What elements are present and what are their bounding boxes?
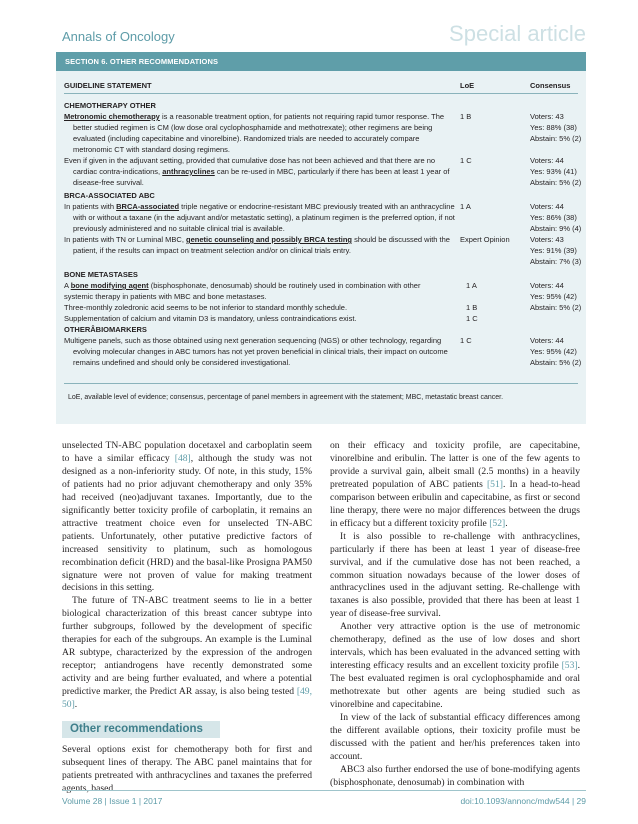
table-body (64, 98, 582, 368)
paragraph (62, 440, 312, 595)
col-header-loe: LoE (460, 81, 475, 90)
paragraph: In view of the lack of substantial efficacy differences among the different available options, their toxicity profile must be discussed with the patient and her/his preferences taken into account. (330, 712, 580, 762)
consensus-cell (530, 201, 590, 234)
citation-link[interactable]: [51] (486, 478, 503, 490)
consensus-abstain: Abstain: 5% (2) (530, 303, 582, 312)
group-heading: BRCA-ASSOCIATED ABC (64, 191, 155, 200)
citation-link[interactable]: [48] (174, 452, 191, 464)
recommendations-table (56, 52, 586, 424)
paragraph (330, 621, 580, 712)
keyword: BRCA-associated (116, 202, 180, 211)
statement (64, 201, 455, 234)
keyword: anthracyclines (162, 167, 215, 176)
paragraph: It is also possible to re-challenge with anthracyclines, particularly if there has been at least 1 year of disease-free survival, and if the cumulative dose has not been reached, a common situation nowadays because of the lower doses of anthracyclines used in the adjuvant setting. Re-challenge with taxanes is also possible, provided that there has been at least 1 year of disease-free survival. (330, 530, 580, 620)
statement-text: triple negative or endocrine-resistant MBC previously treated with an anthracycline with or without a taxane (in the adjuvant and/or metastatic setting), a platinum regimen is the preferred option, if not previously administered and no suitable clinical trial is available. (73, 202, 455, 233)
statement (64, 155, 455, 188)
table-footnote: LoE, available level of evidence; consensus, percentage of panel members in agreement with the statement; MBC, metastatic breast cancer. (64, 383, 578, 401)
group-heading: BONE METASTASES (64, 270, 138, 279)
consensus-voters: Voters: 44 (530, 156, 564, 165)
table-title: SECTION 6. OTHER RECOMMENDATIONS (56, 52, 586, 71)
table-row (64, 234, 582, 267)
loe-cell: 1 B (460, 112, 472, 121)
consensus-yes: Yes: 93% (41) (530, 167, 577, 176)
group-heading: CHEMOTHERAPY OTHER (64, 101, 156, 110)
table-header (64, 79, 578, 94)
citation-link[interactable]: [49, 50] (62, 686, 312, 711)
loe-cell: 1 B (466, 303, 478, 312)
paragraph-text: . (74, 699, 78, 711)
table-row (64, 335, 582, 368)
statement-text: In patients with (64, 202, 117, 211)
table-row (64, 155, 582, 188)
table-row (64, 201, 582, 234)
consensus-cell (530, 335, 590, 368)
paragraph-text: unselected TN-ABC population docetaxel and carboplatin seem to have a similar efficacy (62, 440, 312, 464)
section-heading: Other recommendations (62, 721, 220, 738)
statement-text: should be discussed with the patient, if the results can impact on treatment selection and/or on clinical trials entry. (73, 235, 450, 255)
keyword: genetic counseling and possibly BRCA testing (186, 235, 352, 244)
statement-text: can be re-used in MBC, particularly if there has been at least 1 year of disease-free survival. (73, 167, 450, 187)
statement-text: (bisphosphonate, denosumab) should be routinely used in combination with other systemic therapy in patients with MBC and bone metastases. (64, 281, 421, 301)
statement: Supplementation of calcium and vitamin D3 is mandatory, unless contraindications exist. (64, 314, 357, 323)
statement-text: is a reasonable treatment option, for patients not requiring rapid tumor response. The better studied regimen is CM (low dose oral cyclophosphamide and methotrexate); other regimens are being evaluated (including capecitabine and vinorelbine). Randomized trials are needed to accurately compare metronomic CT with standard dosing regimens. (73, 112, 445, 154)
citation-link[interactable]: [53] (561, 660, 578, 672)
consensus-yes: Yes: 88% (38) (530, 123, 577, 132)
consensus-yes: Yes: 91% (39) (530, 246, 577, 255)
consensus-abstain: Abstain: 9% (4) (530, 224, 582, 233)
consensus-voters: Voters: 44 (530, 202, 564, 211)
consensus-yes: Yes: 95% (42) (530, 292, 577, 301)
group-heading: OTHERÂBIOMARKERS (64, 325, 147, 334)
loe-cell: 1 A (466, 281, 477, 290)
statement (64, 234, 455, 256)
table-row (64, 313, 578, 324)
paragraph-text: , although the study was not designed as a non-inferiority study. Of note, in this study, 15% of patients had no prior adjuvant chemotherapy and only 35% had received (neo)adjuvant taxanes. Importantly, due to the significantly better toxicity profile of carboplatin, it remains an attractive treatment choice even for unselected TN-ABC patients. Unfortunately, other putative predictive factors of increased sensitivity to platinum, such as homologous recombination deficit (HRD) and the basal-like Prosigna PAM50 signature were not proven of value for making treatment decisions in this setting. (62, 452, 312, 594)
loe-cell: 1 C (466, 314, 478, 323)
paragraph-text: . In a head-to-head comparison between eribulin and capecitabine, as first or second line therapy, there were no major differences between the drugs in efficacy but a different toxicity profile (330, 478, 581, 529)
paragraph-text: on their efficacy and toxicity profile, are capecitabine, vinorelbine and eribulin. The latter is one of the few agents to provide a survival gain, albeit small (2.5 months) in a heavily pretreated population of ABC patients (330, 440, 580, 490)
consensus-yes: Yes: 95% (42) (530, 347, 577, 356)
statement-text: A (64, 281, 71, 290)
citation-link[interactable]: [52] (489, 517, 506, 529)
table-row (64, 111, 582, 155)
consensus-cell (530, 234, 590, 267)
doi-page[interactable]: doi:10.1093/annonc/mdw544 | 29 (460, 796, 586, 806)
consensus-voters: Voters: 44 (530, 336, 564, 345)
paragraph-text: . (505, 517, 508, 529)
consensus-yes: Yes: 86% (38) (530, 213, 577, 222)
consensus-abstain: Abstain: 7% (3) (530, 257, 582, 266)
consensus-voters: Voters: 43 (530, 235, 564, 244)
table-row (64, 302, 578, 313)
volume-info: Volume 28 | Issue 1 | 2017 (62, 796, 163, 806)
keyword: Metronomic chemotherapy (64, 112, 160, 121)
col-header-statement: GUIDELINE STATEMENT (64, 81, 152, 90)
paragraph (330, 440, 580, 531)
loe-cell: Expert Opinion (460, 235, 510, 244)
loe-cell: 1 C (460, 336, 472, 345)
paragraph: Several options exist for chemotherapy both for first and subsequent lines of therapy. The ABC panel maintains that for patients pretreated with anthracyclines and taxanes the preferred agents, based (62, 744, 312, 794)
statement: Multigene panels, such as those obtained using next generation sequencing (NGS) or other technology, regarding evolving molecular changes in ABC tumors has not yet proven beneficial in clinical trials, their impact on outcome remains undefined and should only be considered investigational. (64, 336, 448, 367)
statement-text: In patients with TN or Luminal MBC, (64, 235, 186, 244)
journal-name: Annals of Oncology (62, 29, 175, 44)
paragraph (62, 595, 312, 712)
statement: Three-monthly zoledronic acid seems to be not inferior to standard monthly schedule. (64, 303, 348, 312)
paragraph: ABC3 also further endorsed the use of bone-modifying agents (bisphosphonate, denosumab) in combination with (330, 763, 580, 788)
loe-cell: 1 C (460, 156, 472, 165)
statement (64, 111, 455, 155)
consensus-voters: Voters: 43 (530, 112, 564, 121)
statement (64, 280, 446, 302)
statement-text: Even if given in the adjuvant setting, provided that cumulative dose has not been achieved and that there are no cardiac contra-indications, (64, 156, 436, 176)
consensus-abstain: Abstain: 5% (2) (530, 134, 582, 143)
page-footer (62, 790, 586, 806)
consensus-cell (530, 155, 590, 188)
col-header-consensus: Consensus (530, 81, 571, 90)
consensus-abstain: Abstain: 5% (2) (530, 358, 582, 367)
consensus-cell (530, 111, 590, 144)
body-column-left (62, 440, 312, 796)
consensus-voters: Voters: 44 (530, 281, 564, 290)
loe-cell: 1 A (460, 202, 471, 211)
consensus-abstain: Abstain: 5% (2) (530, 178, 582, 187)
keyword: bone modifying agent (70, 281, 149, 290)
paragraph-text: Another very attractive option is the use of metronomic chemotherapy, defined as the use of low doses and short intervals, which has been evaluated in the advanced setting with interesting efficacy results and an excellent toxicity profile (330, 621, 580, 672)
body-column-right (330, 440, 580, 790)
paragraph-text: . The best evaluated regimen is oral cyclophosphamide and oral methotrexate but other agents are being studied such as vinorelbine and capecitabine. (330, 660, 580, 711)
paragraph-text: The future of TN-ABC treatment seems to lie in a better biological characterization of this breast cancer subtype into further subgroups, followed by the development of specific therapies for each of the subgroups. An example is the Luminal AR subtype, characterized by the expression of the androgen receptor; antiandrogens have recently demonstrated some activity and are being further evaluated, and where a potential predictive marker, the Predict AR assay, is also being tested (62, 595, 312, 698)
section-label: Special article (449, 21, 586, 46)
